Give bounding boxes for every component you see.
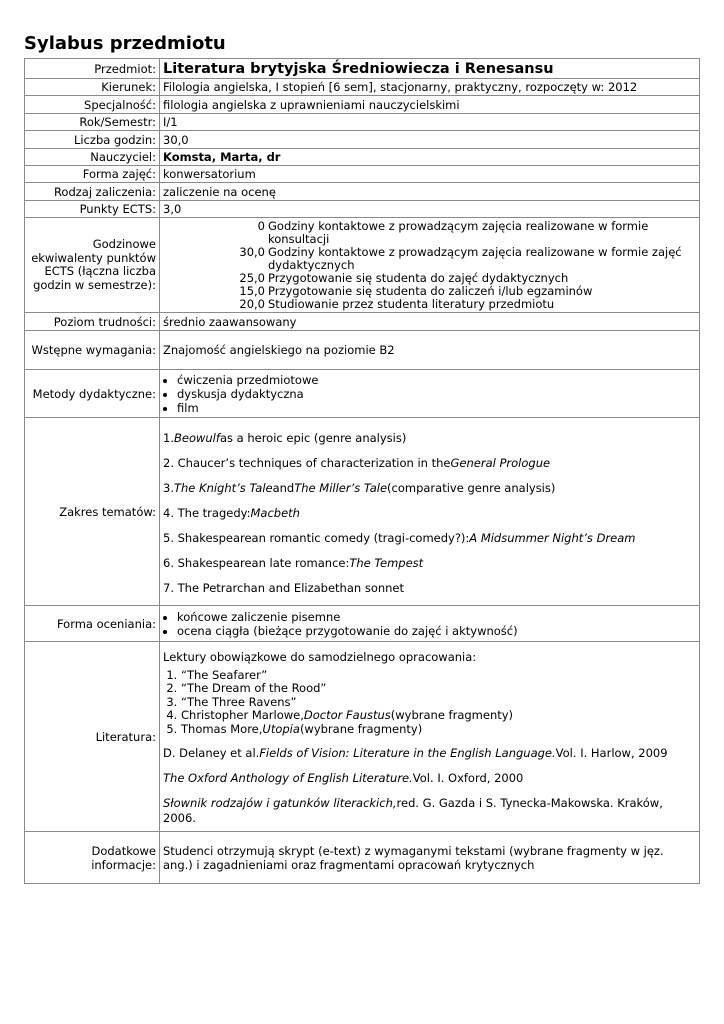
label-rok: Rok/Semestr: <box>25 114 160 131</box>
topic-item: 7. The Petrarchan and Elizabethan sonnet <box>163 580 405 595</box>
hours-text: Przygotowanie się studenta do zajęć dydaktycznych <box>268 271 569 285</box>
hours-item <box>163 220 696 246</box>
label-poziom: Poziom trudności: <box>25 313 160 331</box>
hours-text: Godziny kontaktowe z prowadzącym zajęcia realizowane w formie zajęć dydaktycznych <box>268 245 682 272</box>
value-nauczyciel: Komsta, Marta, dr <box>160 149 700 166</box>
syllabus-table <box>24 58 700 884</box>
label-ects-hours: Godzinowe ekwiwalenty punktów ECTS (łączna liczba godzin w semestrze): <box>25 218 160 313</box>
row-specjalnosc <box>25 96 700 114</box>
topic-item: 5. Shakespearean romantic comedy (tragi-comedy?):A Midsummer Night’s Dream <box>163 530 636 545</box>
row-ects <box>25 201 700 218</box>
hours-text: Studiowanie przez studenta literatury przedmiotu <box>268 297 555 311</box>
hours-item <box>163 298 696 311</box>
hours-text: Przygotowanie się studenta do zaliczeń i/lub egzaminów <box>268 284 593 298</box>
list-item: 4. Christopher Marlowe,Doctor Faustus(wybrane fragmenty) <box>181 709 696 723</box>
row-metody <box>25 370 700 418</box>
row-kierunek <box>25 79 700 96</box>
topic-item: 1.Beowulfas a heroic epic (genre analysis) <box>163 430 407 445</box>
reference-item: Słownik rodzajów i gatunków literackich,red. G. Gazda i S. Tynecka-Makowska. Kraków, 2006. <box>163 796 663 826</box>
row-rok <box>25 114 700 131</box>
label-godziny: Liczba godzin: <box>25 131 160 149</box>
course-title: Literatura brytyjska Średniowiecza i Renesansu <box>160 59 700 79</box>
hours-num: 30,0 <box>239 245 265 259</box>
list-item: 5. Thomas More,Utopia(wybrane fragmenty) <box>181 723 696 737</box>
row-przedmiot <box>25 59 700 79</box>
value-dodatkowe: Studenci otrzymują skrypt (e-text) z wymaganymi tekstami (wybrane fragmenty w jęz. ang.) i zagadnieniami oraz fragmentami opracowań krytycznych <box>160 832 700 884</box>
value-forma: konwersatorium <box>160 166 700 183</box>
label-nauczyciel: Nauczyciel: <box>25 149 160 166</box>
topic-item: 6. Shakespearean late romance:The Tempest <box>163 555 424 570</box>
label-oceniania: Forma oceniania: <box>25 606 160 642</box>
hours-num: 15,0 <box>239 284 265 298</box>
label-forma: Forma zajęć: <box>25 166 160 183</box>
row-ects-hours <box>25 218 700 313</box>
label-dodatkowe: Dodatkowe informacje: <box>25 832 160 884</box>
row-godziny <box>25 131 700 149</box>
label-ects: Punkty ECTS: <box>25 201 160 218</box>
list-item: • dyskusja dydaktyczna <box>177 387 696 401</box>
value-rok: I/1 <box>160 114 700 131</box>
topic-item: 3.The Knight’s TaleandThe Miller’s Tale(comparative genre analysis) <box>163 480 556 495</box>
label-specjalnosc: Specjalność: <box>25 96 160 114</box>
value-zaliczenie: zaliczenie na ocenę <box>160 183 700 201</box>
hours-num: 20,0 <box>239 297 265 311</box>
hours-num: 0 <box>257 219 265 233</box>
label-wymagania: Wstępne wymagania: <box>25 331 160 370</box>
label-zaliczenie: Rodzaj zaliczenia: <box>25 183 160 201</box>
list-item: • film <box>177 401 696 415</box>
list-item: • końcowe zaliczenie pisemne <box>177 610 696 624</box>
value-ects: 3,0 <box>160 201 700 218</box>
row-oceniania <box>25 606 700 642</box>
list-item: • ocena ciągła (bieżące przygotowanie do zajęć i aktywność) <box>177 624 696 638</box>
list-item: 1. “The Seafarer” <box>181 669 696 683</box>
literature-list <box>160 642 700 832</box>
label-kierunek: Kierunek: <box>25 79 160 96</box>
value-kierunek: Filologia angielska, I stopień [6 sem], stacjonarny, praktyczny, rozpoczęty w: 2012 <box>160 79 700 96</box>
ects-hours-list <box>160 218 700 313</box>
value-godziny: 30,0 <box>160 131 700 149</box>
page-title: Sylabus przedmiotu <box>24 33 226 54</box>
label-przedmiot: Przedmiot: <box>25 59 160 79</box>
methods-list <box>160 370 700 418</box>
label-metody: Metody dydaktyczne: <box>25 370 160 418</box>
hours-text: Godziny kontaktowe z prowadzącym zajęcia realizowane w formie konsultacji <box>268 219 649 246</box>
row-nauczyciel <box>25 149 700 166</box>
topic-item: 2. Chaucer’s techniques of characterization in theGeneral Prologue <box>163 455 551 470</box>
value-specjalnosc: filologia angielska z uprawnieniami nauczycielskimi <box>160 96 700 114</box>
reference-item: D. Delaney et al.Fields of Vision: Literature in the English Language.Vol. I. Harlow, 2009 <box>163 746 668 761</box>
list-item: 3. “The Three Ravens” <box>181 696 696 710</box>
row-literatura <box>25 642 700 832</box>
list-item: 2. “The Dream of the Rood” <box>181 682 696 696</box>
value-wymagania: Znajomość angielskiego na poziomie B2 <box>160 331 700 370</box>
topic-item: 4. The tragedy:Macbeth <box>163 505 300 520</box>
label-literatura: Literatura: <box>25 642 160 832</box>
row-poziom <box>25 313 700 331</box>
row-zaliczenie <box>25 183 700 201</box>
row-wymagania <box>25 331 700 370</box>
value-poziom: średnio zaawansowany <box>160 313 700 331</box>
grading-list <box>160 606 700 642</box>
reference-item: The Oxford Anthology of English Literature.Vol. I. Oxford, 2000 <box>163 771 524 786</box>
hours-num: 25,0 <box>239 271 265 285</box>
literature-intro: Lektury obowiązkowe do samodzielnego opracowania: <box>163 649 477 664</box>
label-zakres: Zakres tematów: <box>25 418 160 606</box>
row-dodatkowe <box>25 832 700 884</box>
topics-list <box>160 418 700 606</box>
list-item: • ćwiczenia przedmiotowe <box>177 373 696 387</box>
hours-item <box>163 246 696 272</box>
row-zakres <box>25 418 700 606</box>
row-forma <box>25 166 700 183</box>
